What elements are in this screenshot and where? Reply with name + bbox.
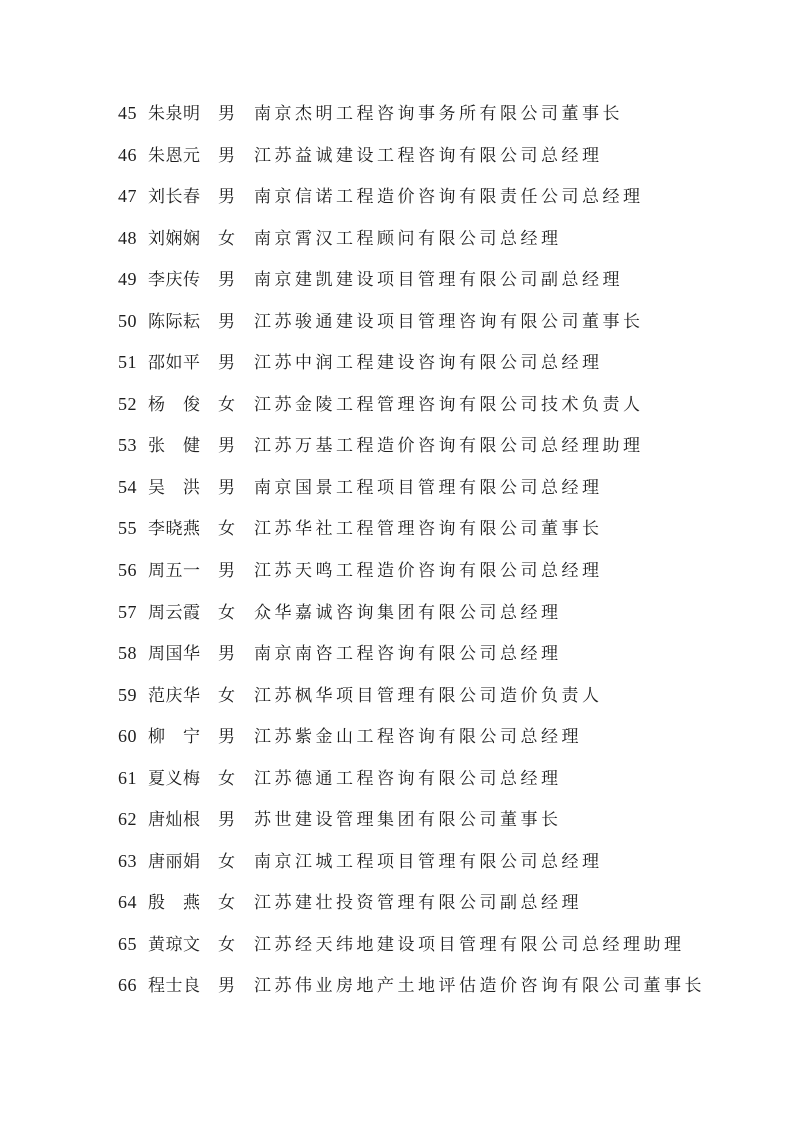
- person-gender: 男: [218, 810, 235, 830]
- roster-row: [118, 228, 753, 270]
- row-number: 50: [118, 310, 137, 331]
- person-name: 殷 燕: [148, 893, 201, 913]
- person-position: 江苏紫金山工程咨询有限公司总经理: [254, 727, 582, 747]
- person-name: 周五一: [148, 561, 201, 581]
- person-name: 李晓燕: [148, 519, 201, 539]
- roster-row: [118, 145, 753, 187]
- row-number: 59: [118, 684, 137, 705]
- row-number: 66: [118, 975, 137, 996]
- person-position: 苏世建设管理集团有限公司董事长: [254, 810, 562, 830]
- person-gender: 男: [218, 976, 235, 996]
- row-number: 63: [118, 850, 137, 871]
- person-position: 江苏金陵工程管理咨询有限公司技术负责人: [254, 394, 644, 414]
- person-gender: 女: [218, 394, 235, 414]
- roster-row: [118, 477, 753, 519]
- person-gender: 女: [218, 685, 235, 705]
- person-name: 唐丽娟: [148, 851, 201, 871]
- roster-row: [118, 394, 753, 436]
- person-position: 南京国景工程项目管理有限公司总经理: [254, 477, 603, 497]
- roster-row: [118, 975, 753, 1017]
- row-number: 57: [118, 601, 137, 622]
- person-gender: 男: [218, 436, 235, 456]
- person-name: 邵如平: [148, 353, 201, 373]
- person-name: 夏义梅: [148, 768, 201, 788]
- person-gender: 女: [218, 602, 235, 622]
- person-gender: 男: [218, 727, 235, 747]
- person-gender: 女: [218, 893, 235, 913]
- roster-row: [118, 560, 753, 602]
- roster-row: [118, 186, 753, 228]
- person-position: 南京建凯建设项目管理有限公司副总经理: [254, 270, 623, 290]
- roster-row: [118, 269, 753, 311]
- row-number: 56: [118, 560, 137, 581]
- person-position: 江苏万基工程造价咨询有限公司总经理助理: [254, 436, 644, 456]
- person-gender: 女: [218, 768, 235, 788]
- person-position: 江苏华社工程管理咨询有限公司董事长: [254, 519, 603, 539]
- roster-row: [118, 643, 753, 685]
- person-gender: 男: [218, 561, 235, 581]
- row-number: 51: [118, 352, 137, 373]
- person-position: 南京信诺工程造价咨询有限责任公司总经理: [254, 187, 644, 207]
- person-name: 范庆华: [148, 685, 201, 705]
- roster-row: [118, 518, 753, 560]
- roster-list: [118, 103, 753, 1017]
- row-number: 60: [118, 726, 137, 747]
- person-gender: 男: [218, 104, 235, 123]
- person-position: 南京霄汉工程顾问有限公司总经理: [254, 228, 562, 248]
- person-name: 刘长春: [148, 187, 201, 207]
- person-name: 朱泉明: [148, 104, 201, 123]
- roster-row: [118, 934, 753, 976]
- person-name: 唐灿根: [148, 810, 201, 830]
- row-number: 52: [118, 393, 137, 414]
- roster-row: [118, 435, 753, 477]
- person-position: 南京江城工程项目管理有限公司总经理: [254, 851, 603, 871]
- person-position: 江苏骏通建设项目管理咨询有限公司董事长: [254, 311, 644, 331]
- row-number: 45: [118, 103, 137, 123]
- person-name: 杨 俊: [148, 394, 201, 414]
- person-position: 江苏经天纬地建设项目管理有限公司总经理助理: [254, 934, 685, 954]
- person-position: 江苏天鸣工程造价咨询有限公司总经理: [254, 561, 603, 581]
- person-name: 李庆传: [148, 270, 201, 290]
- person-name: 周云霞: [148, 602, 201, 622]
- roster-row: [118, 892, 753, 934]
- person-position: 江苏德通工程咨询有限公司总经理: [254, 768, 562, 788]
- person-name: 程士良: [148, 976, 201, 996]
- person-gender: 男: [218, 353, 235, 373]
- person-name: 黄琼文: [148, 934, 201, 954]
- person-position: 江苏建壮投资管理有限公司副总经理: [254, 893, 582, 913]
- row-number: 48: [118, 227, 137, 248]
- roster-row: [118, 809, 753, 851]
- row-number: 49: [118, 269, 137, 290]
- person-position: 江苏中润工程建设咨询有限公司总经理: [254, 353, 603, 373]
- row-number: 65: [118, 933, 137, 954]
- person-gender: 男: [218, 311, 235, 331]
- person-position: 众华嘉诚咨询集团有限公司总经理: [254, 602, 562, 622]
- person-name: 朱恩元: [148, 145, 201, 165]
- row-number: 54: [118, 476, 137, 497]
- person-gender: 女: [218, 519, 235, 539]
- person-name: 陈际耘: [148, 311, 201, 331]
- person-name: 柳 宁: [148, 727, 201, 747]
- person-position: 南京南咨工程咨询有限公司总经理: [254, 644, 562, 664]
- roster-row: [118, 311, 753, 353]
- person-position: 江苏枫华项目管理有限公司造价负责人: [254, 685, 603, 705]
- person-name: 张 健: [148, 436, 201, 456]
- row-number: 61: [118, 767, 137, 788]
- person-gender: 男: [218, 187, 235, 207]
- person-gender: 女: [218, 851, 235, 871]
- person-position: 南京杰明工程咨询事务所有限公司董事长: [254, 104, 623, 123]
- person-gender: 女: [218, 228, 235, 248]
- row-number: 55: [118, 518, 137, 539]
- person-name: 周国华: [148, 644, 201, 664]
- roster-row: [118, 768, 753, 810]
- person-gender: 男: [218, 644, 235, 664]
- row-number: 58: [118, 643, 137, 664]
- row-number: 46: [118, 144, 137, 165]
- roster-row: [118, 352, 753, 394]
- row-number: 53: [118, 435, 137, 456]
- person-name: 吴 洪: [148, 477, 201, 497]
- row-number: 47: [118, 186, 137, 207]
- person-gender: 男: [218, 270, 235, 290]
- roster-row: [118, 602, 753, 644]
- person-gender: 男: [218, 145, 235, 165]
- person-position: 江苏伟业房地产土地评估造价咨询有限公司董事长: [254, 976, 705, 996]
- person-position: 江苏益诚建设工程咨询有限公司总经理: [254, 145, 603, 165]
- row-number: 62: [118, 809, 137, 830]
- person-gender: 女: [218, 934, 235, 954]
- person-gender: 男: [218, 477, 235, 497]
- roster-row: [118, 851, 753, 893]
- roster-row: [118, 103, 753, 145]
- person-name: 刘娴娴: [148, 228, 201, 248]
- roster-row: [118, 685, 753, 727]
- roster-row: [118, 726, 753, 768]
- row-number: 64: [118, 892, 137, 913]
